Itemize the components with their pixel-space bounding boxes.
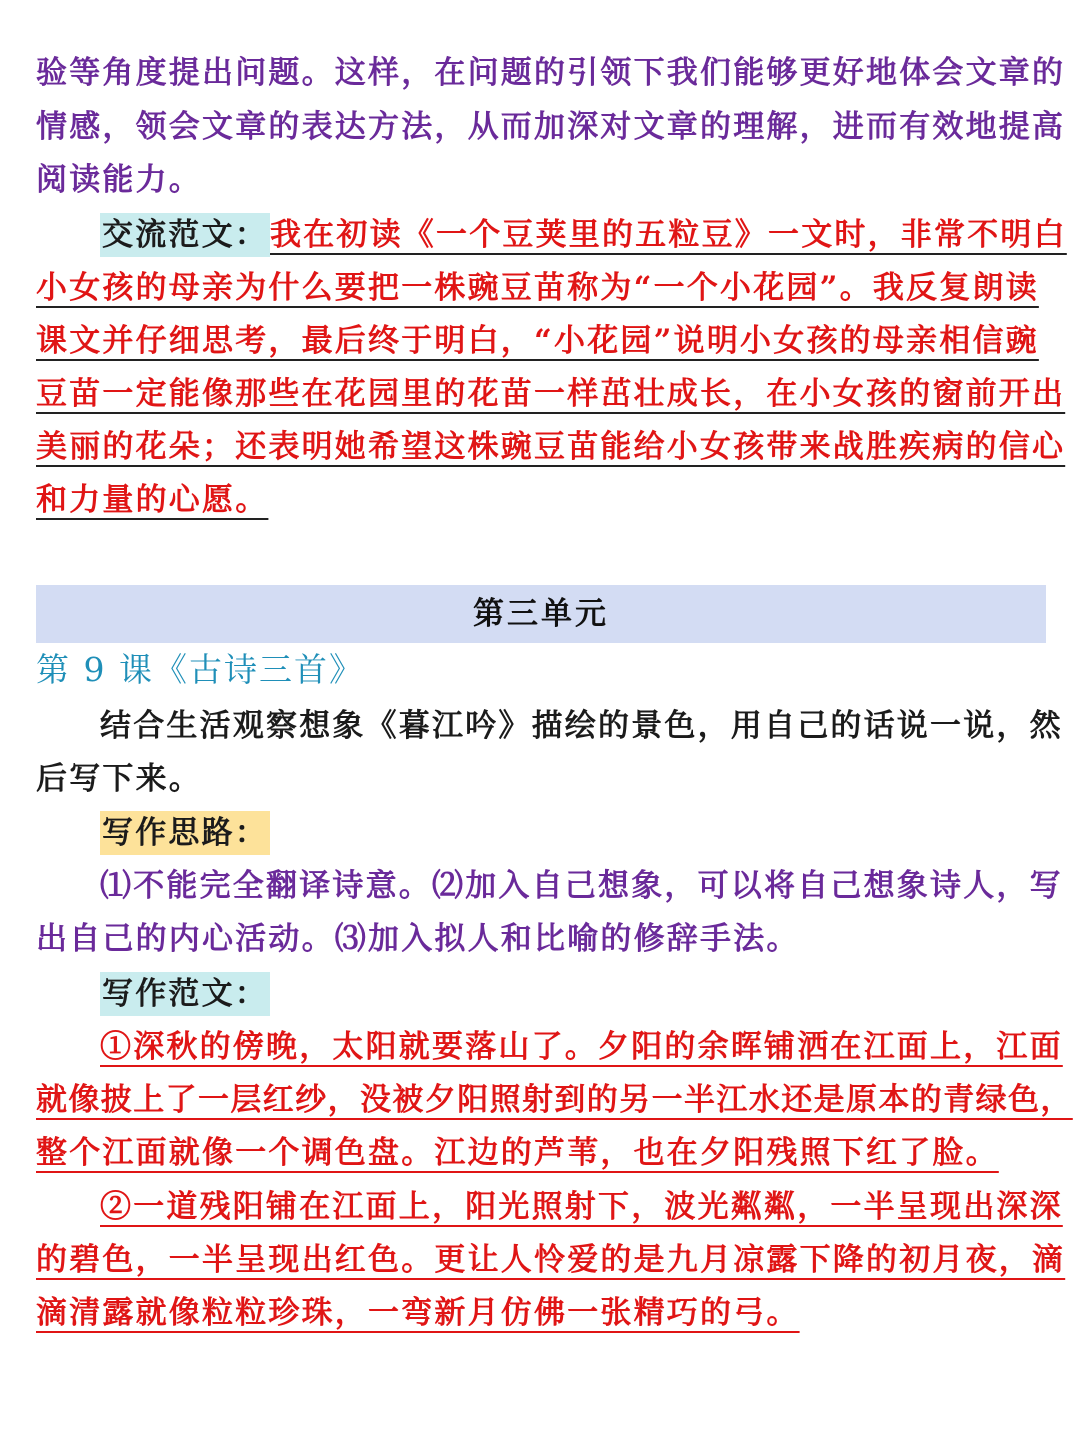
exchange-line: 小女孩的母亲为什么要把一株豌豆苗称为“一个小花园”。我反复朗读: [36, 270, 1039, 306]
exchange-line: 课文并仔细思考，最后终于明白，“小花园”说明小女孩的母亲相信豌: [36, 323, 1039, 359]
thinking-line: 出自己的内心活动。⑶加入拟人和比喻的修辞手法。: [36, 921, 800, 957]
exchange-line: 和力量的心愿。: [36, 482, 269, 518]
sample-p1-line: ①深秋的傍晚，太阳就要落山了。夕阳的余晖铺洒在江面上，江面: [100, 1029, 1063, 1065]
task-line: 后写下来。: [36, 761, 202, 797]
sample-p2-line: 的碧色，一半呈现出红色。更让人怜爱的是九月凉露下降的初月夜，滴: [36, 1242, 1066, 1278]
exchange-line: 豆苗一定能像那些在花园里的花苗一样茁壮成长，在小女孩的窗前开出: [36, 376, 1066, 412]
exchange-text: 我在初读《一个豆荚里的五粒豆》一文时，非常不明白: [270, 217, 1067, 253]
sample-p2-line: ②一道残阳铺在江面上，阳光照射下，波光粼粼，一半呈现出深深: [100, 1189, 1063, 1225]
intro-line: 情感，领会文章的表达方法，从而加深对文章的理解，进而有效地提高: [36, 109, 1066, 145]
thinking-label-line: [100, 811, 270, 855]
unit-title: 第三单元: [473, 596, 609, 632]
unit-banner: [36, 585, 1046, 643]
exchange-first-line: [100, 213, 1067, 257]
sample-p2-line: 滴清露就像粒粒珍珠，一弯新月仿佛一张精巧的弓。: [36, 1295, 800, 1331]
sample-p1-line: 就像披上了一层红纱，没被夕阳照射到的另一半江水还是原本的青绿色，: [36, 1082, 1073, 1118]
exchange-line: 美丽的花朵；还表明她希望这株豌豆苗能给小女孩带来战胜疾病的信心: [36, 429, 1066, 465]
sample-p1-line: 整个江面就像一个调色盘。江边的芦苇，也在夕阳残照下红了脸。: [36, 1135, 999, 1171]
task-line: 结合生活观察想象《暮江吟》描绘的景色，用自己的话说一说，然: [100, 708, 1063, 744]
lesson-title: 第 9 课《古诗三首》: [36, 650, 364, 689]
exchange-label: 交流范文：: [100, 213, 270, 257]
sample-label: 写作范文：: [100, 972, 270, 1016]
sample-label-line: [100, 972, 270, 1016]
thinking-line: ⑴不能完全翻译诗意。⑵加入自己想象，可以将自己想象诗人，写: [100, 868, 1063, 904]
intro-line: 阅读能力。: [36, 162, 202, 198]
thinking-label: 写作思路：: [100, 811, 270, 855]
intro-line: 验等角度提出问题。这样，在问题的引领下我们能够更好地体会文章的: [36, 55, 1066, 91]
